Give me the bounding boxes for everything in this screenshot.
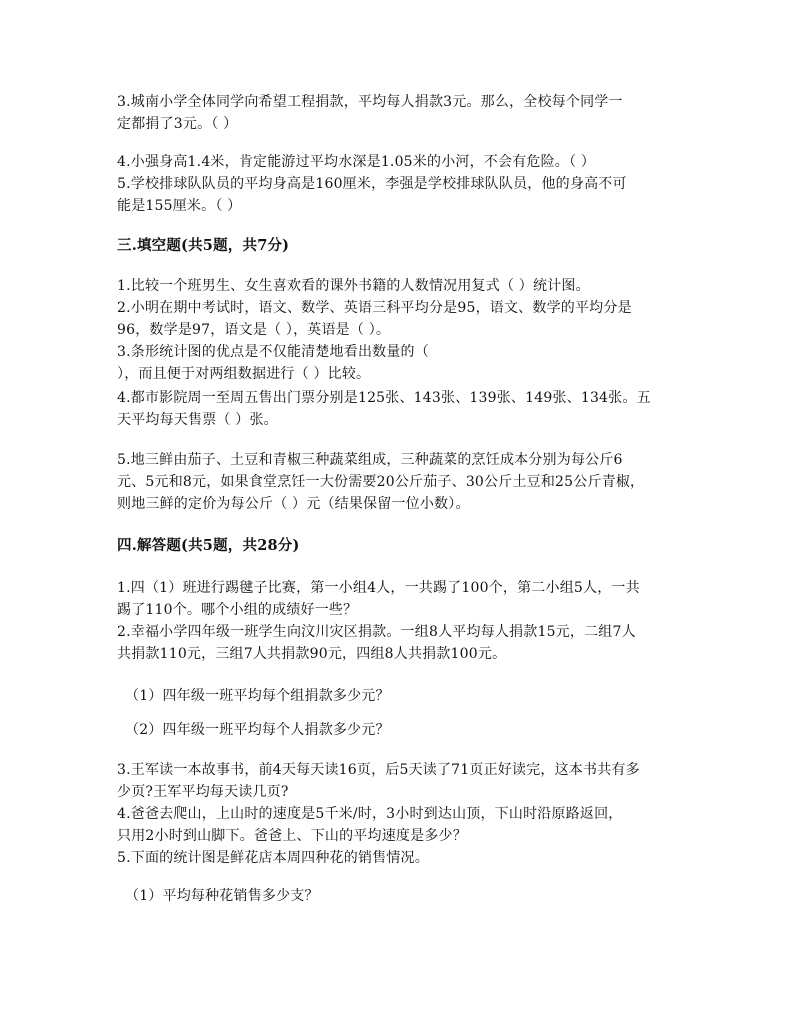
fill-question-4-line-2: 天平均每天售票（ ）张。 <box>117 412 278 428</box>
answer-question-2-part-2: （2）四年级一班平均每个人捐款多少元？ <box>125 722 390 738</box>
answer-question-3-line-1: 3.王军读一本故事书，前4天每天读16页，后5天读了71页正好读完，这本书共有多 <box>117 762 640 778</box>
section-heading-fill-blank: 三.填空题(共5题，共7分) <box>117 237 290 254</box>
fill-question-3-line-2: ），而且便于对两组数据进行（ ）比较。 <box>117 366 371 382</box>
question-3-line-2: 定都捐了3元。（ ） <box>117 116 238 132</box>
fill-question-5-line-1: 5.地三鲜由茄子、土豆和青椒三种蔬菜组成，三种蔬菜的烹饪成本分别为每公斤6 <box>117 452 623 468</box>
fill-question-3-line-1: 3.条形统计图的优点是不仅能清楚地看出数量的（ <box>117 344 429 360</box>
fill-question-4-line-1: 4.都市影院周一至周五售出门票分别是125张、143张、139张、149张、134张。五 <box>117 390 651 406</box>
question-3-line-1: 3.城南小学全体同学向希望工程捐款，平均每人捐款3元。那么，全校每个同学一 <box>117 94 623 110</box>
answer-question-2-part-1: （1）四年级一班平均每个组捐款多少元？ <box>125 688 390 704</box>
question-5-line-2: 能是155厘米。（ ） <box>117 198 242 214</box>
answer-question-3-line-2: 少页?王军平均每天读几页? <box>117 784 289 800</box>
fill-question-2-line-2: 96，数学是97，语文是（ ），英语是（ ）。 <box>117 322 391 338</box>
answer-question-1-line-2: 踢了110个。哪个小组的成绩好一些？ <box>117 602 358 618</box>
answer-question-4-line-1: 4.爸爸去爬山，上山时的速度是5千米/时，3小时到达山顶，下山时沿原路返回， <box>117 806 623 822</box>
answer-question-4-line-2: 只用2小时到山脚下。爸爸上、下山的平均速度是多少？ <box>117 828 467 844</box>
answer-question-5: 5.下面的统计图是鲜花店本周四种花的销售情况。 <box>117 850 429 866</box>
answer-question-2-line-1: 2.幸福小学四年级一班学生向汶川灾区捐款。一组8人平均每人捐款15元，二组7人 <box>117 624 636 640</box>
question-5-line-1: 5.学校排球队队员的平均身高是160厘米，李强是学校排球队队员，他的身高不可 <box>117 176 627 192</box>
fill-question-2-line-1: 2.小明在期中考试时，语文、数学、英语三科平均分是95，语文、数学的平均分是 <box>117 300 632 316</box>
fill-question-5-line-3: 则地三鲜的定价为每公斤（ ）元（结果保留一位小数）。 <box>117 496 470 512</box>
answer-question-5-part-1: （1）平均每种花销售多少支？ <box>125 888 319 904</box>
answer-question-2-line-2: 共捐款110元，三组7人共捐款90元，四组8人共捐款100元。 <box>117 646 507 662</box>
section-heading-answer: 四.解答题(共5题，共28分) <box>117 537 300 554</box>
fill-question-5-line-2: 元、5元和8元，如果食堂烹饪一大份需要20公斤茄子、30公斤土豆和25公斤青椒， <box>117 474 645 490</box>
question-4: 4.小强身高1.4米，肯定能游过平均水深是1.05米的小河，不会有危险。（ ） <box>117 154 596 170</box>
fill-question-1: 1.比较一个班男生、女生喜欢看的课外书籍的人数情况用复式（ ）统计图。 <box>117 278 590 294</box>
answer-question-1-line-1: 1.四（1）班进行踢毽子比赛，第一小组4人，一共踢了100个，第二小组5人，一共 <box>117 580 640 596</box>
